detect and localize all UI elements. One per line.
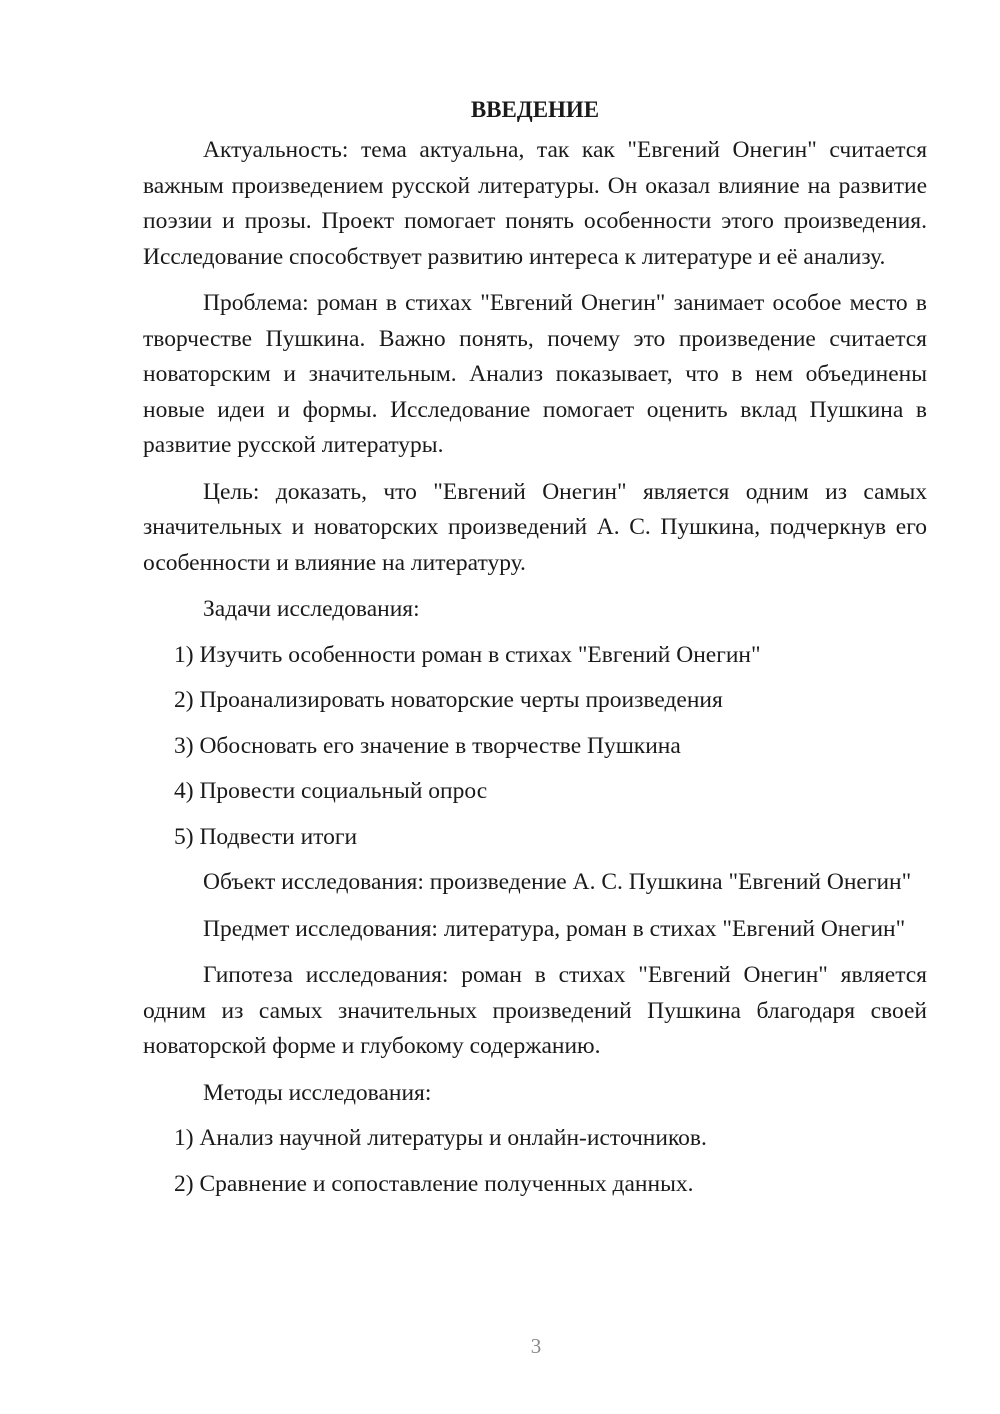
page-number: 3: [530, 1334, 542, 1358]
spacer: [143, 1111, 927, 1121]
relevance-paragraph: Актуальность: тема актуальна, так как "Евгений Онегин" считается важным произведением русской литературы. Он оказал влияние на развитие поэзии и прозы. Проект помогает понять особенности этого произведения. Исследование способствует развитию интереса к литературе и её анализу.: [143, 137, 927, 270]
spacer: [143, 1157, 927, 1167]
task-item: 3) Обосновать его значение в творчестве Пушкина: [174, 732, 681, 759]
method-item: 2) Сравнение и сопоставление полученных данных.: [174, 1170, 694, 1197]
task-item: 4) Провести социальный опрос: [174, 778, 488, 804]
methods-label: Методы исследования:: [203, 1079, 432, 1106]
hypothesis-paragraph: Гипотеза исследования: роман в стихах "Евгений Онегин" является одним из самых значительных произведений Пушкина благодаря своей новаторской форме и глубокому содержанию.: [143, 962, 927, 1059]
spacer: [143, 764, 927, 774]
problem-paragraph: Проблема: роман в стихах "Евгений Онегин" занимает особое место в творчестве Пушкина. Важно понять, почему это произведение считается новаторским и значительным. Анализ показывает, что в нем объединены новые идеи и формы. Исследование помогает оценить вклад Пушкина в развитие русской литературы.: [143, 290, 927, 458]
spacer: [143, 901, 927, 912]
spacer: [143, 855, 927, 865]
goal-paragraph: Цель: доказать, что "Евгений Онегин" является одним из самых значительных и новаторских произведений А. С. Пушкина, подчеркнув его особенности и влияние на литературу.: [143, 478, 927, 576]
spacer: [143, 673, 927, 683]
spacer: [143, 1065, 927, 1076]
spacer: [143, 464, 927, 475]
spacer: [143, 275, 927, 286]
tasks-label: Задачи исследования:: [203, 596, 420, 622]
method-item: 1) Анализ научной литературы и онлайн-источников.: [174, 1125, 707, 1151]
object-paragraph: Объект исследования: произведение А. С. Пушкина "Евгений Онегин": [203, 869, 912, 895]
task-item: 1) Изучить особенности роман в стихах "Евгений Онегин": [174, 641, 761, 668]
task-item: 2) Проанализировать новаторские черты произведения: [174, 687, 723, 713]
spacer: [143, 719, 927, 729]
spacer: [143, 947, 927, 958]
spacer: [143, 810, 927, 820]
section-title: ВВЕДЕНИЕ: [470, 97, 600, 122]
task-item: 5) Подвести итоги: [174, 823, 358, 850]
spacer: [143, 581, 927, 592]
subject-paragraph: Предмет исследования: литература, роман в стихах "Евгений Онегин": [203, 915, 906, 942]
spacer: [143, 628, 927, 638]
page-content: [143, 93, 927, 1202]
